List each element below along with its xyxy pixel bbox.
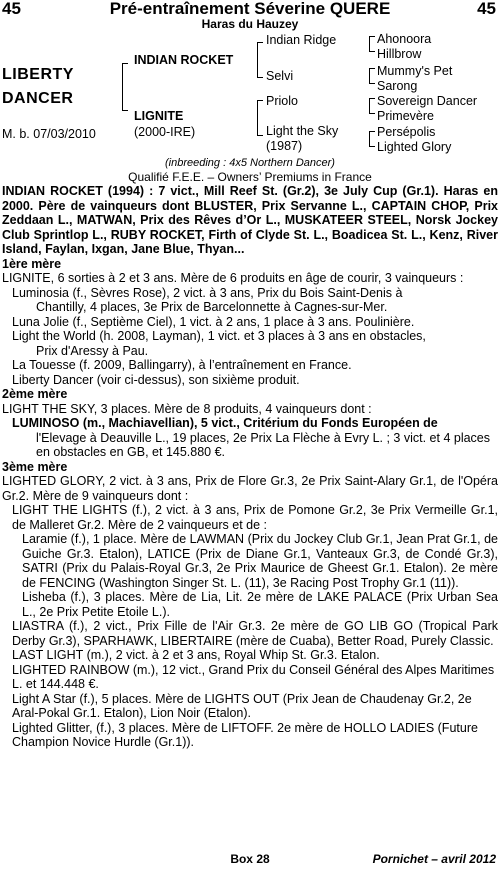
qualification-note: Qualifié F.E.E. – Owners’ Premiums in France bbox=[128, 170, 372, 184]
pedigree-gen3-5: Sovereign Dancer bbox=[377, 94, 478, 108]
pedigree-notes bbox=[2, 184, 498, 750]
gen2-bracket-bottom bbox=[257, 100, 263, 136]
gen3-bracket-1 bbox=[369, 36, 375, 52]
page-title: Pré-entraînement Séverine QUERE bbox=[109, 0, 391, 18]
pedigree-gen3-7: Persépolis bbox=[377, 125, 436, 139]
produce-lighted-glitter: Lighted Glitter, (f.), 3 places. Mère de LIFTOFF. 2e mère de HOLLO LADIES (Future Champion Novice Hurdle (Gr.1)). bbox=[12, 720, 478, 749]
produce-light-the-world: Light the World (h. 2008, Layman), 1 vict. et 3 places à 3 ans en obstacles, Prix d'Aressy à Pau. bbox=[12, 329, 426, 358]
pedigree-gen3-6: Primevère bbox=[377, 109, 434, 123]
produce-luminoso: LUMINOSO (m., Machiavellian), 5 vict., Critérium du Fonds Européen de l'Elevage à Deauville L., 19 places, 2e Prix La Flèche à Evry L. ; 3 vict. et 4 places en obstacles en GB, et 145.880 €. bbox=[12, 416, 491, 459]
inbreeding-note: (inbreeding : 4x5 Northern Dancer) bbox=[165, 157, 335, 169]
pedigree-gen3-1: Ahonoora bbox=[377, 32, 432, 46]
pedigree-gen2-3: Priolo bbox=[266, 94, 298, 108]
gen3-bracket-4 bbox=[369, 131, 375, 147]
pedigree-gen3-8: Lighted Glory bbox=[377, 140, 452, 154]
pedigree-gen2-5: (1987) bbox=[266, 139, 303, 153]
gen3-bracket-2 bbox=[369, 68, 375, 84]
lot-number-right: 45 bbox=[477, 0, 496, 18]
gen2-bracket-top bbox=[257, 42, 263, 78]
pedigree-gen3-4: Sarong bbox=[377, 79, 418, 93]
sire-paragraph: INDIAN ROCKET (1994) : 7 vict., Mill Reef St. (Gr.2), 3e July Cup (Gr.1). Haras en 2000. Père de vainqueurs dont BLUSTER, Prix Servanne L., CAPTAIN CHOP, Prix Zeddaan L., MATWAN, Prix des Rêves d’Or L., MUSKATEER STEEL, Norsk Jockey Club Sprintlop L., RUBY ROCKET, Firth of Clyde St. L., Boadicea St. L., Kenz, River Island, Faylan, Ixgan, Jane Blue, Thyan... bbox=[2, 184, 498, 256]
produce-liastra: LIASTRA (f.), 2 vict., Prix Fille de l'Air Gr.3. 2e mère de GO LIB GO (Tropical Park Derby Gr.3), SPARHAWK, LIBERTAIRE (mère de Cuaba), Better Road, Purely Classic. bbox=[12, 619, 498, 648]
horse-name-line1: LIBERTY bbox=[2, 66, 74, 83]
produce-last-light: LAST LIGHT (m.), 2 vict. à 2 et 3 ans, Royal Whip St. Gr.3. Etalon. bbox=[12, 648, 380, 662]
section-first-dam: 1ère mère bbox=[2, 256, 62, 271]
produce-light-the-lights: LIGHT THE LIGHTS (f.), 2 vict. à 3 ans, Prix de Pomone Gr.2, 3e Prix Vermeille Gr.1, de Malleret Gr.2. Mère de 2 vainqueurs et de : bbox=[12, 503, 498, 532]
produce-lighted-rainbow: LIGHTED RAINBOW (m.), 12 vict., Grand Prix du Conseil Général des Alpes Maritimes L. et 144.448 €. bbox=[12, 662, 495, 691]
box-number: Box 28 bbox=[230, 852, 270, 866]
horse-name-line2: DANCER bbox=[2, 90, 74, 107]
lignite-paragraph: LIGNITE, 6 sorties à 2 et 3 ans. Mère de 6 produits en âge de courir, 3 vainqueurs : bbox=[2, 271, 464, 285]
pedigree-gen2-4: Light the Sky bbox=[266, 124, 339, 138]
produce-laramie: Laramie (f.), 1 place. Mère de LAWMAN (Prix du Jockey Club Gr.1, Jean Prat Gr.1, de Guiche Gr.3. Etalon), LATICE (Prix de Diane Gr.1, Vanteaux Gr.3, de Condé Gr.3), SATRI (Prix du Palais-Royal Gr.3, 2e Prix Maurice de Gheest Gr.1. Etalon). 2e mère de FENCING (Washington Singer St. L. (11), 3e Racing Post Trophy Gr.1 (11)). bbox=[22, 532, 498, 590]
produce-liberty-dancer: Liberty Dancer (voir ci-dessus), son sixième produit. bbox=[12, 372, 300, 387]
gen3-bracket-3 bbox=[369, 98, 375, 114]
light-the-sky-paragraph: LIGHT THE SKY, 3 places. Mère de 8 produits, 4 vainqueurs dont : bbox=[2, 401, 372, 416]
sire-dam-bracket bbox=[122, 82, 128, 111]
pedigree-gen3-2: Hillbrow bbox=[377, 47, 422, 61]
place-date: Pornichet – avril 2012 bbox=[372, 852, 496, 866]
section-third-dam: 3ème mère bbox=[2, 459, 68, 474]
sire-bracket bbox=[122, 63, 128, 82]
pedigree-dam-info: (2000-IRE) bbox=[134, 125, 196, 139]
pedigree-gen3-3: Mummy's Pet bbox=[377, 64, 453, 78]
produce-lisheba: Lisheba (f.), 3 places. Mère de Lia, Lit. 2e mère de LAKE PALACE (Prix Urban Sea L., 2e Prix Petite Etoile L.). bbox=[22, 590, 498, 619]
produce-luminosia: Luminosia (f., Sèvres Rose), 2 vict. à 3 ans, Prix du Bois Saint-Denis à Chantilly, 4 places, 3e Prix de Barcelonnette à Cagnes-sur-Mer. bbox=[12, 285, 403, 314]
produce-la-touesse: La Touesse (f. 2009, Ballingarry), à l’entraînement en France. bbox=[12, 358, 352, 372]
section-second-dam: 2ème mère bbox=[2, 387, 68, 401]
haras-name: Haras du Hauzey bbox=[201, 17, 299, 31]
pedigree-sire: INDIAN ROCKET bbox=[134, 53, 234, 67]
pedigree-dam: LIGNITE bbox=[134, 109, 184, 123]
lighted-glory-paragraph: LIGHTED GLORY, 2 vict. à 3 ans, Prix de Flore Gr.3, 2e Prix Saint-Alary Gr.1, de l'Opéra Gr.2. Mère de 9 vainqueurs dont : bbox=[2, 474, 498, 503]
produce-luna-jolie: Luna Jolie (f., Septième Ciel), 1 vict. à 2 ans, 1 place à 3 ans. Poulinière. bbox=[12, 314, 415, 329]
produce-light-a-star: Light A Star (f.), 5 places. Mère de LIGHTS OUT (Prix Jean de Chaudenay Gr.2, 2e Aral-Pokal Gr.1. Etalon), Lion Noir (Etalon). bbox=[12, 691, 472, 720]
horse-description: M. b. 07/03/2010 bbox=[2, 127, 96, 141]
lot-number-left: 45 bbox=[2, 0, 21, 18]
pedigree-gen2-1: Indian Ridge bbox=[266, 33, 337, 47]
pedigree-gen2-2: Selvi bbox=[266, 69, 294, 83]
